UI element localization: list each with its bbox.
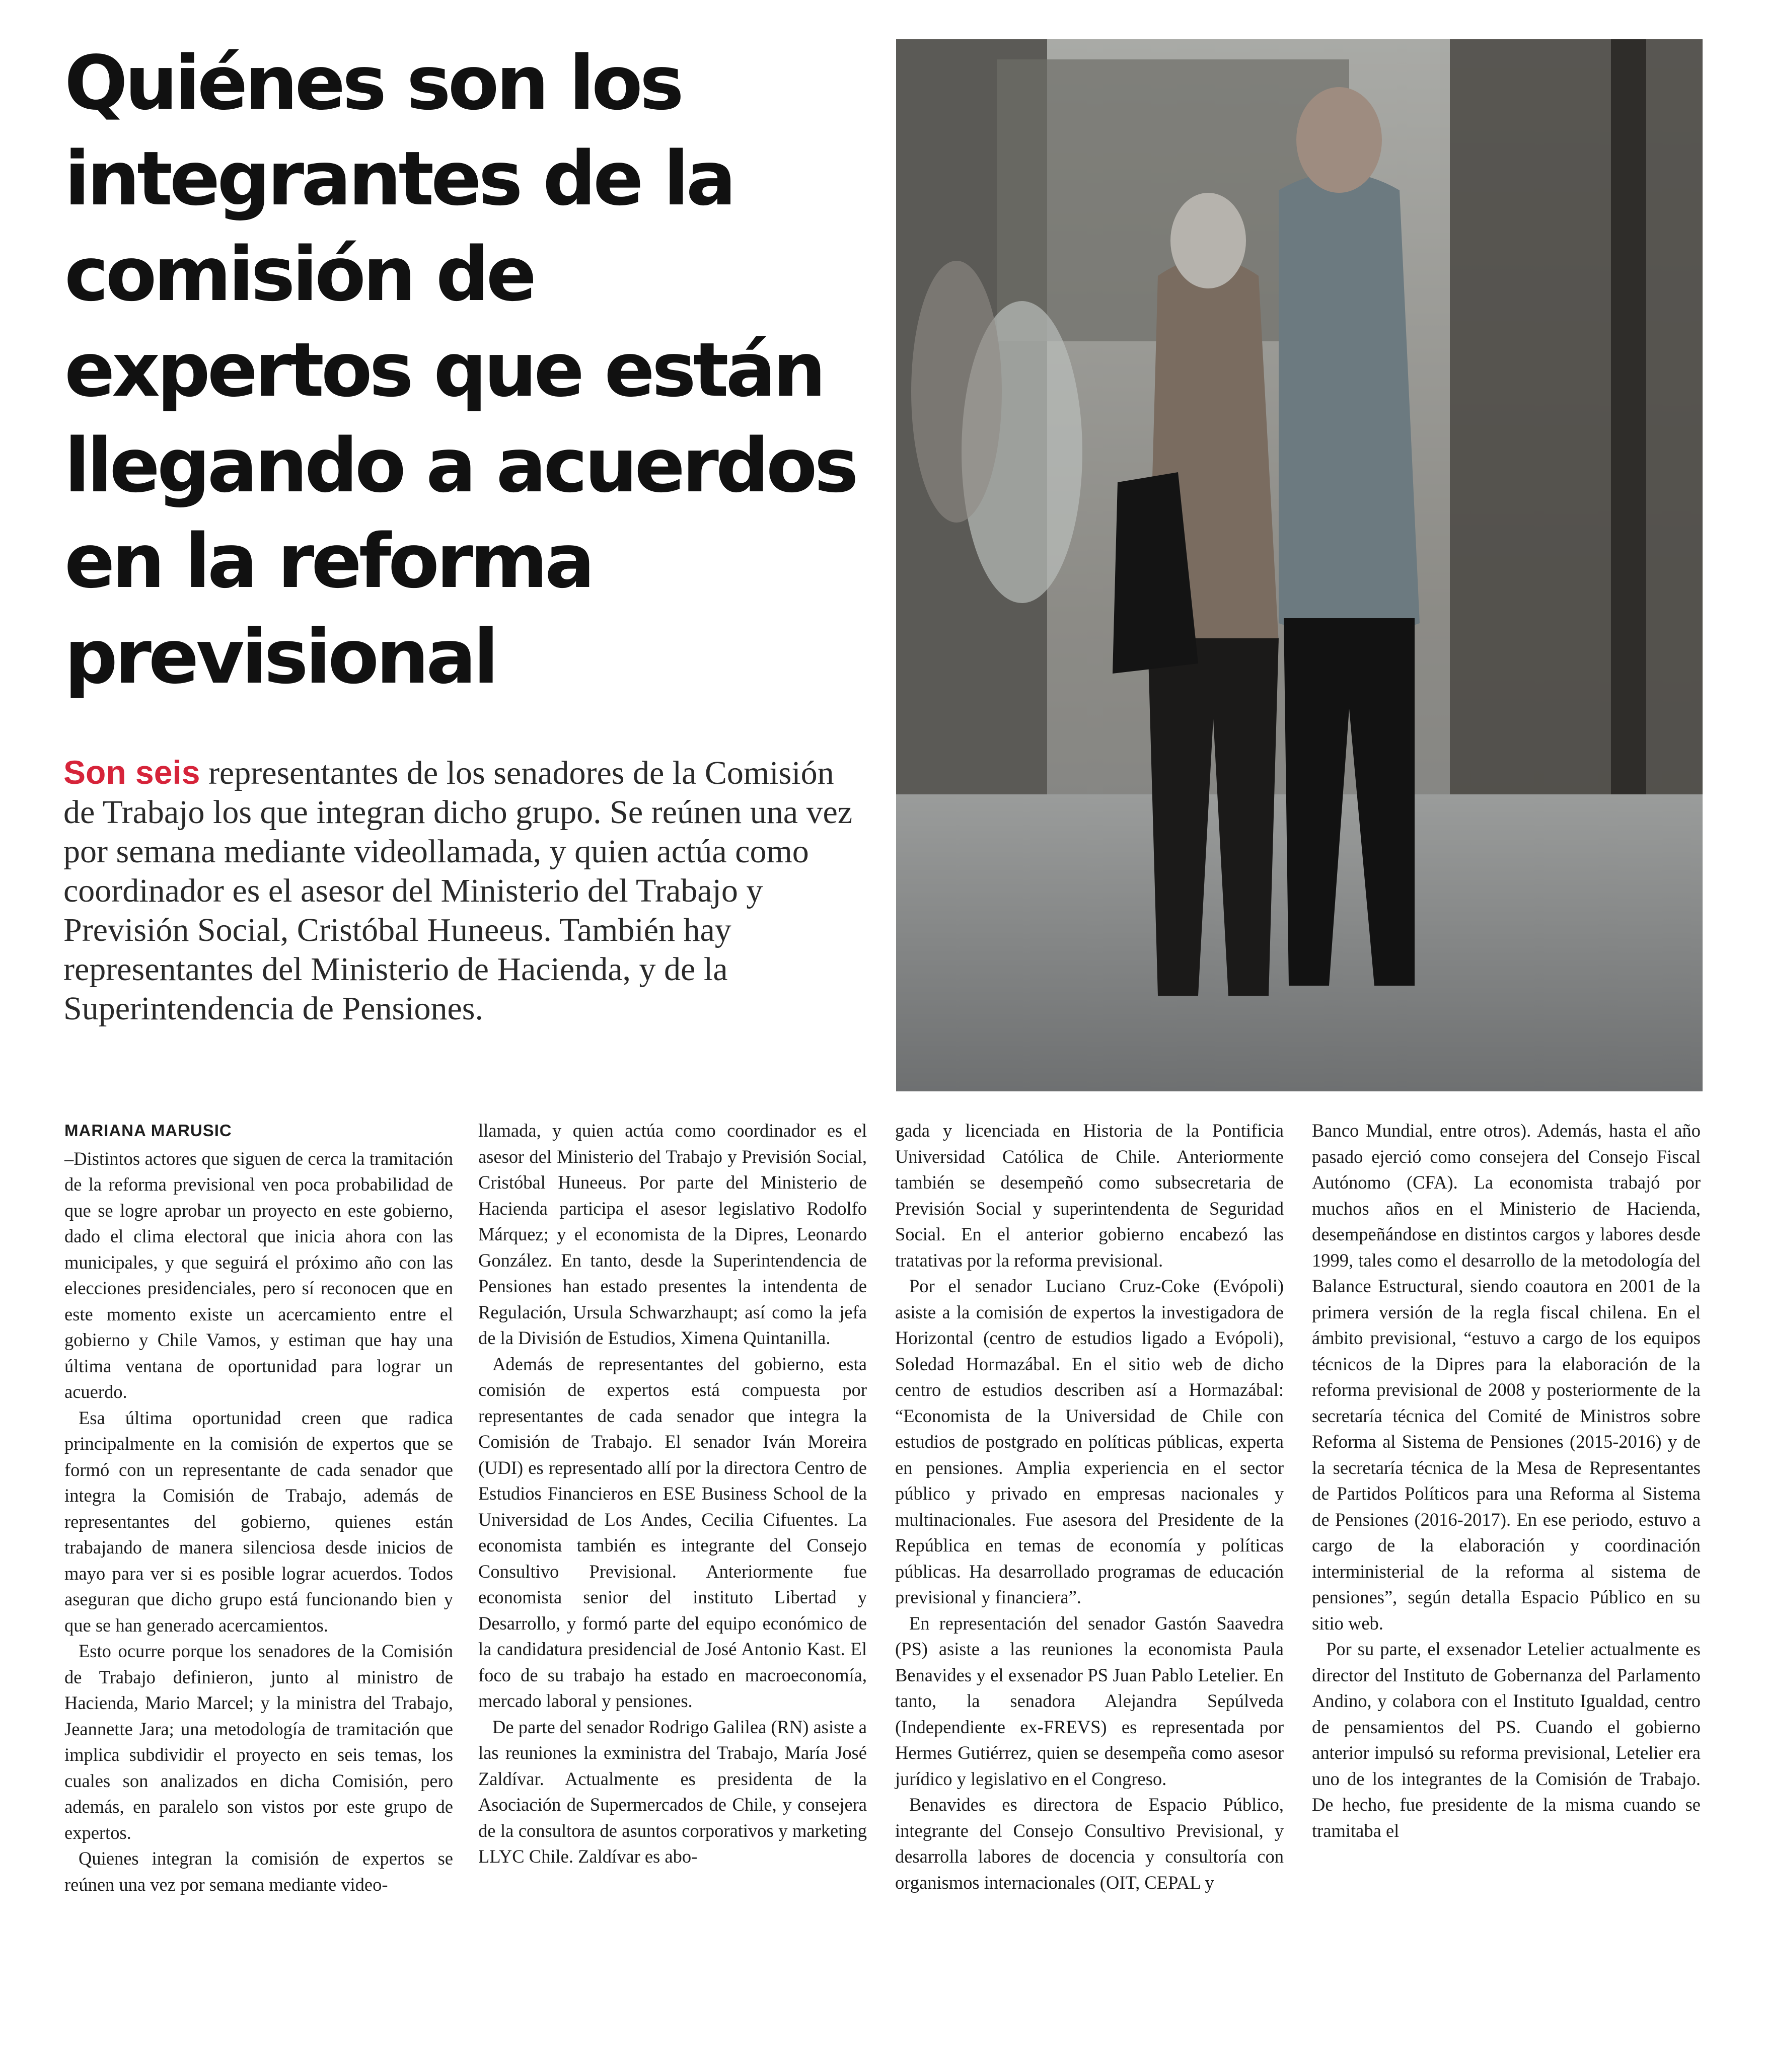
article-paragraph: –Distintos actores que siguen de cerca la tramitación de la reforma previsional ven poca probabilidad de que se logre aprobar un proyecto en este gobierno, dado el clima electoral que inicia ahora con las municipales, y que seguirá el próximo año con las elecciones presidenciales, pero sí reconocen que en este momento existe un acercamiento entre el gobierno y Chile Vamos, y estiman que hay una última ventana de oportunidad para lograr un acuerdo. <box>64 1148 453 1402</box>
lede-paragraph <box>63 753 859 1028</box>
article-column-2 <box>478 1118 867 1870</box>
headline <box>64 35 870 705</box>
article-paragraph: Esto ocurre porque los senadores de la Comisión de Trabajo definieron, junto al ministro de Hacienda, Mario Marcel; y la ministra del Trabajo, Jeannette Jara; una metodología de tramitación que implica subdividir el proyecto en seis temas, los cuales son analizados en dicha Comisión, pero además, en paralelo son vistos por este grupo de expertos. <box>64 1641 453 1843</box>
headline-line: integrantes de la <box>64 135 733 222</box>
article-paragraph: Benavides es directora de Espacio Público, integrante del Consejo Consultivo Previsional, y desarrolla labores de docencia y consultoría con organismos internacionales (OIT, CEPAL y <box>895 1794 1284 1893</box>
byline: MARIANA MARUSIC <box>64 1121 232 1140</box>
headline-line: llegando a acuerdos <box>64 422 856 509</box>
headline-line: en la reforma <box>64 518 592 605</box>
photo-illustration <box>896 39 1703 1091</box>
lede-text: representantes de los senadores de la Comisión de Trabajo los que integran dicho grupo. Se reúnen una vez por semana mediante videollamada, y quien actúa como coordinador es el asesor del Ministerio del Trabajo y Previsión Social, Cristóbal Huneeus. También hay representantes del Ministerio de Hacienda, y de la Superintendencia de Pensiones. <box>63 755 853 1027</box>
elderly-couple-walking-photo <box>896 39 1703 1091</box>
headline-line: expertos que están <box>64 327 823 413</box>
article-paragraph: Además de representantes del gobierno, esta comisión de expertos está compuesta por representantes de cada senador que integra la Comisión de Trabajo. El senador Iván Moreira (UDI) es representado allí por la directora Centro de Estudios Financieros en ESE Business School de la Universidad de Los Andes, Cecilia Cifuentes. La economista también es integrante del Consejo Consultivo Previsional. Anteriormente fue economista senior del instituto Libertad y Desarrollo, y formó parte del equipo económico de la candidatura presidencial de José Antonio Kast. El foco de su trabajo ha estado en macroeconomía, mercado laboral y pensiones. <box>478 1353 867 1711</box>
article-column-3 <box>895 1118 1284 1895</box>
article-paragraph: De parte del senador Rodrigo Galilea (RN) asiste a las reuniones la exministra del Trabajo, María José Zaldívar. Actualmente es presidenta de la Asociación de Supermercados de Chile, y consejera de la consultora de asuntos corporativos y marketing LLYC Chile. Zaldívar es abo- <box>478 1716 867 1867</box>
article-paragraph: Quienes integran la comisión de expertos se reúnen una vez por semana mediante video- <box>64 1848 453 1895</box>
article-paragraph: gada y licenciada en Historia de la Pontificia Universidad Católica de Chile. Anteriormente también se desempeñó como subsecretaria de Previsión Social y superintendenta de Seguridad Social. En el anterior gobierno encabezó las tratativas por la reforma previsional. <box>895 1120 1284 1271</box>
article-paragraph: llamada, y quien actúa como coordinador es el asesor del Ministerio del Trabajo y Previsión Social, Cristóbal Huneeus. Por parte del Ministerio de Hacienda participa el asesor legislativo Rodolfo Márquez; y el economista de la Dipres, Leonardo González. En tanto, desde la Superintendencia de Pensiones han estado presentes la intendenta de Regulación, Ursula Schwarzhaupt; así como la jefa de la División de Estudios, Ximena Quintanilla. <box>478 1120 867 1348</box>
article-paragraph: Por el senador Luciano Cruz-Coke (Evópoli) asiste a la comisión de expertos la investigadora de Horizontal (centro de estudios ligado a Evópoli), Soledad Hormazábal. En el sitio web de dicho centro de estudios describen así a Hormazábal: “Economista de la Universidad de Chile con estudios de postgrado en políticas públicas, experta en pensiones. Amplia experiencia en el sector público y privado en empresas nacionales y multinacionales. Fue asesora del Presidente de la República en temas de economía y políticas públicas. Ha desarrollado programas de educación previsional y financiera”. <box>895 1276 1284 1607</box>
article-column-4 <box>1312 1118 1701 1843</box>
article-paragraph: Banco Mundial, entre otros). Además, hasta el año pasado ejerció como consejera del Consejo Fiscal Autónomo (CFA). La economista trabajó por muchos años en el Ministerio de Hacienda, desempeñándose en distintos cargos y labores desde 1999, tales como el desarrollo de la metodología del Balance Estructural, siendo coautora en 2001 de la primera versión de la regla fiscal chilena. En el ámbito previsional, “estuvo a cargo de los equipos técnicos de la Dipres para la elaboración de la reforma previsional de 2008 y posteriormente de la secretaría técnica del Comité de Ministros sobre Reforma al Sistema de Pensiones (2015-2016) y de la secretaría técnica de la Mesa de Representantes de Partidos Políticos para una Reforma al Sistema de Pensiones (2016-2017). En ese periodo, estuvo a cargo de la elaboración y coordinación interministerial de la reforma al sistema de pensiones”, según detalla Espacio Público en su sitio web. <box>1312 1120 1701 1634</box>
headline-line: previsional <box>64 614 496 700</box>
headline-line: comisión de <box>64 231 534 318</box>
article-paragraph: Por su parte, el exsenador Letelier actualmente es director del Instituto de Gobernanza del Parlamento Andino, y colabora con el Instituto Igualdad, centro de pensamientos del PS. Cuando el gobierno anterior impulsó su reforma previsional, Letelier era uno de los integrantes de la Comisión de Trabajo. De hecho, fue presidente de la misma cuando se tramitaba el <box>1312 1639 1701 1841</box>
headline-line: Quiénes son los <box>64 40 681 126</box>
article-paragraph: En representación del senador Gastón Saavedra (PS) asiste a las reuniones la economista Paula Benavides y el exsenador PS Juan Pablo Letelier. En tanto, la senadora Alejandra Sepúlveda (Independiente ex-FREVS) es representada por Hermes Gutiérrez, quien se desempeña como asesor jurídico y legislativo en el Congreso. <box>895 1612 1284 1789</box>
article-paragraph: Esa última oportunidad creen que radica principalmente en la comisión de expertos que se formó con un representante de cada senador que integra la Comisión de Trabajo, además de representantes del gobierno, quienes están trabajando de manera silenciosa desde inicios de mayo para ver si es posible lograr acuerdos. Todos aseguran que dicho grupo está funcionando bien y que se han generado acercamientos. <box>64 1407 453 1636</box>
article-column-1 <box>64 1118 453 1897</box>
lede-kicker: Son seis <box>63 754 200 791</box>
